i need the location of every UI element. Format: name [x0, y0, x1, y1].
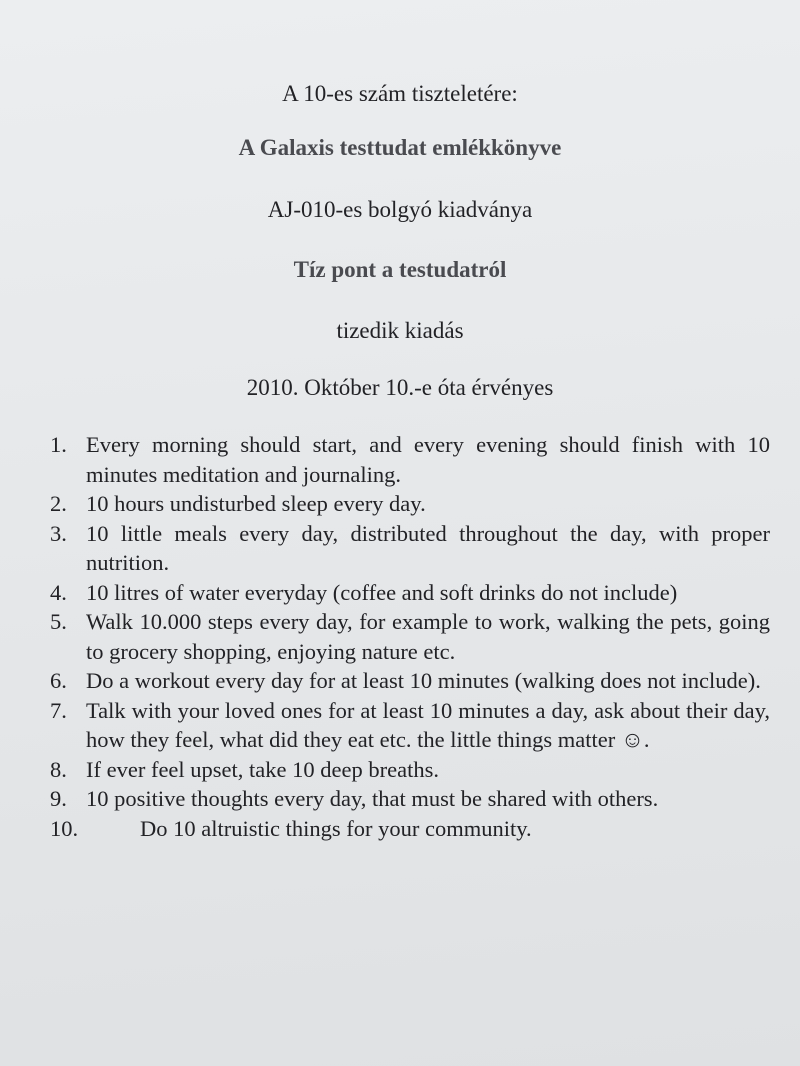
- list-item: [50, 784, 770, 814]
- list-item-number: 10.: [50, 815, 79, 841]
- list-item: [50, 814, 770, 844]
- list-item: [50, 607, 770, 666]
- smiley-icon: ☺.: [620, 727, 650, 752]
- list-item: [50, 666, 770, 696]
- list-item-number: 5.: [50, 609, 67, 634]
- list-item-text: 10 positive thoughts every day, that must be shared with others.: [86, 786, 659, 811]
- list-item-text: Walk 10.000 steps every day, for example to work, walking the pets, going to grocery shopping, enjoying nature etc.: [86, 609, 770, 664]
- list-item-number: 6.: [50, 668, 67, 693]
- list-item-number: 7.: [50, 697, 67, 723]
- list-item-text: Do 10 altruistic things for your community.: [140, 815, 532, 841]
- validity-date-line: 2010. Október 10.-e óta érvényes: [246, 375, 554, 400]
- list-item-text: 10 litres of water everyday (coffee and soft drinks do not include): [86, 579, 678, 605]
- document-subtitle: Tíz pont a testudatról: [293, 257, 507, 282]
- list-item: [50, 519, 770, 578]
- list-item-number: 8.: [50, 756, 67, 782]
- list-item-text: 10 hours undisturbed sleep every day.: [86, 491, 426, 516]
- list-item-number: 2.: [50, 491, 67, 516]
- edition-line: tizedik kiadás: [336, 318, 464, 343]
- list-item-text: Do a workout every day for at least 10 minutes (walking does not include).: [86, 668, 761, 693]
- document-title: A Galaxis testtudat emlékkönyve: [238, 135, 562, 160]
- list-item-text: Talk with your loved ones for at least 10 minutes a day, ask about their day, how they feel, what did they eat etc. the little things matter: [86, 697, 770, 752]
- list-item-number: 4.: [50, 579, 67, 605]
- list-item: [50, 430, 770, 489]
- rules-list: [50, 430, 770, 843]
- list-item-text: 10 little meals every day, distributed throughout the day, with proper nutrition.: [86, 520, 770, 575]
- list-item: [50, 489, 770, 519]
- list-item: [50, 755, 770, 785]
- list-item-text: Every morning should start, and every evening should finish with 10 minutes meditation and journaling.: [86, 432, 770, 487]
- list-item-text: If ever feel upset, take 10 deep breaths.: [86, 756, 439, 782]
- list-item: [50, 696, 770, 755]
- list-item-number: 1.: [50, 432, 67, 457]
- list-item-number: 3.: [50, 520, 67, 546]
- publisher-line: AJ-010-es bolgyó kiadványa: [267, 197, 533, 222]
- list-item-number: 9.: [50, 786, 67, 811]
- dedication-line: A 10-es szám tiszteletére:: [282, 81, 518, 106]
- list-item: [50, 578, 770, 608]
